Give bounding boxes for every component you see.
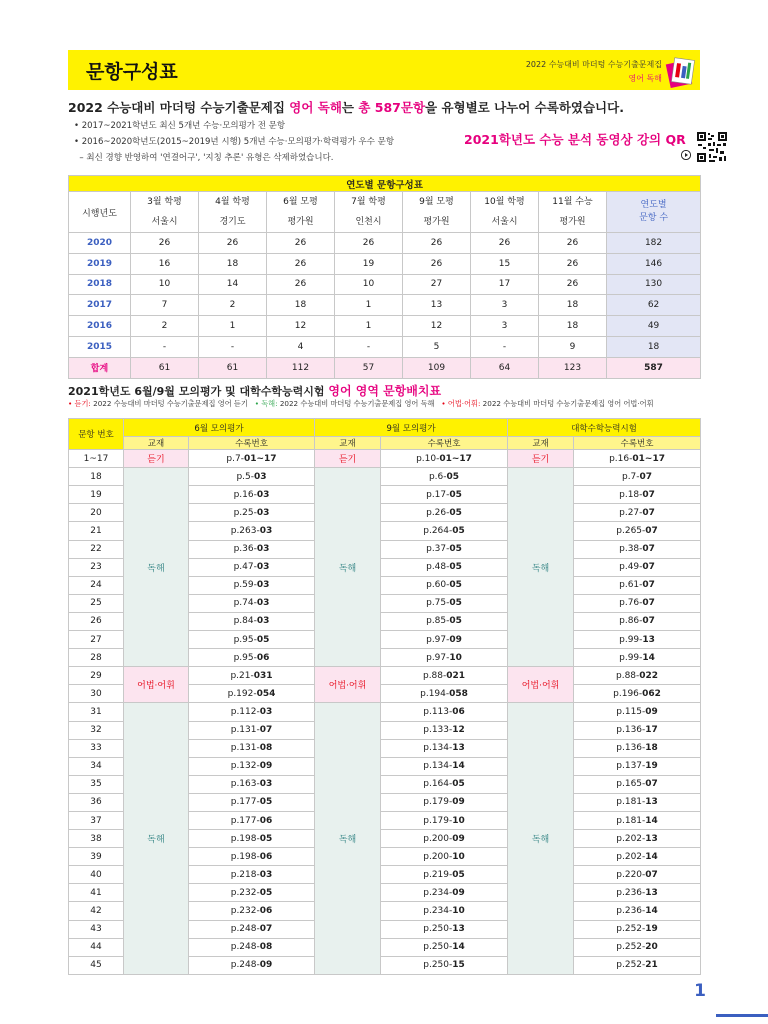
- exam-header: 대학수학능력시험: [508, 419, 701, 437]
- page-ref-cell: p.38-07: [574, 540, 701, 558]
- page-ref-cell: p.136-17: [574, 721, 701, 739]
- question-number-cell: 19: [69, 486, 124, 504]
- yearly-question-table: [68, 175, 701, 379]
- year-cell: 2015: [69, 336, 131, 357]
- intro-text: [68, 98, 624, 116]
- page-ref-cell: p.165-07: [574, 775, 701, 793]
- question-number-cell: 32: [69, 721, 124, 739]
- page-ref-cell: p.179-09: [381, 793, 508, 811]
- book-type-cell: 듣기: [124, 450, 189, 468]
- count-cell: 26: [199, 233, 267, 254]
- intro-part5: 을 유형별로 나누어 수록하였습니다.: [425, 100, 624, 115]
- page-ref-cell: p.115-09: [574, 703, 701, 721]
- page-ref-cell: p.74-03: [189, 594, 315, 612]
- count-cell: 18: [267, 295, 335, 316]
- count-cell: 26: [131, 233, 199, 254]
- page-ref-cell: p.88-022: [574, 667, 701, 685]
- question-number-cell: 22: [69, 540, 124, 558]
- question-number-cell: 33: [69, 739, 124, 757]
- page-ref-cell: p.49-07: [574, 558, 701, 576]
- page-ref-cell: p.232-06: [189, 902, 315, 920]
- question-number-cell: 36: [69, 793, 124, 811]
- total-cell: 109: [403, 357, 471, 378]
- count-cell: 3: [471, 316, 539, 337]
- question-number-cell: 34: [69, 757, 124, 775]
- count-cell: 2: [131, 316, 199, 337]
- page-ref-cell: p.17-05: [381, 486, 508, 504]
- page-ref-cell: p.84-03: [189, 612, 315, 630]
- count-cell: 26: [267, 233, 335, 254]
- page-ref-cell: p.263-03: [189, 522, 315, 540]
- page-ref-cell: p.236-13: [574, 884, 701, 902]
- page-ref-cell: p.250-15: [381, 956, 508, 974]
- count-cell: 1: [199, 316, 267, 337]
- month-header: 3월 학평 서울시: [131, 192, 199, 233]
- question-number-cell: 29: [69, 667, 124, 685]
- page-ref-cell: p.97-10: [381, 649, 508, 667]
- count-cell: 26: [539, 274, 607, 295]
- year-sum-cell: 130: [607, 274, 701, 295]
- book-type-cell: 듣기: [315, 450, 381, 468]
- bullet-item: – 최신 경향 반영하여 '연결어구', '지칭 추론' 유형은 삭제하였습니다.: [74, 153, 334, 163]
- page-ref-cell: p.202-13: [574, 830, 701, 848]
- legend-grammar-text: 2022 수능대비 마더텅 수능기출문제집 영어 어법·어휘: [482, 399, 654, 408]
- placement-section-title: [68, 382, 441, 399]
- page-ref-cell: p.265-07: [574, 522, 701, 540]
- exam-header: 6월 모의평가: [124, 419, 315, 437]
- count-cell: 17: [471, 274, 539, 295]
- page-ref-cell: p.37-05: [381, 540, 508, 558]
- bullet-item: • 2016~2020학년도(2015~2019년 시행) 5개년 수능·모의평가·학력평가 우수 문항: [74, 137, 395, 147]
- page-ref-cell: p.252-20: [574, 938, 701, 956]
- page-ref-cell: p.181-13: [574, 793, 701, 811]
- year-cell: 2020: [69, 233, 131, 254]
- book-type-cell: 독해: [124, 703, 189, 974]
- question-number-cell: 21: [69, 522, 124, 540]
- year-cell: 2018: [69, 274, 131, 295]
- page-ref-cell: p.7-07: [574, 468, 701, 486]
- page-ref-cell: p.177-06: [189, 811, 315, 829]
- page-ref-cell: p.48-05: [381, 558, 508, 576]
- question-number-cell: 31: [69, 703, 124, 721]
- year-column-header: 시행년도: [69, 192, 131, 233]
- page-ref-cell: p.133-12: [381, 721, 508, 739]
- legend-listen-label: • 듣기:: [68, 399, 94, 408]
- year-cell: 2019: [69, 253, 131, 274]
- count-cell: -: [335, 336, 403, 357]
- page-ref-cell: p.5-03: [189, 468, 315, 486]
- page-ref-cell: p.97-09: [381, 631, 508, 649]
- count-cell: -: [471, 336, 539, 357]
- page-ref-cell: p.59-03: [189, 576, 315, 594]
- page-ref-cell: p.95-06: [189, 649, 315, 667]
- book-subheader: 교재: [508, 437, 574, 450]
- page-ref-cell: p.131-07: [189, 721, 315, 739]
- page-ref-cell: p.131-08: [189, 739, 315, 757]
- page-title: 문항구성표: [86, 61, 178, 83]
- page-ref-cell: p.99-14: [574, 649, 701, 667]
- count-cell: 26: [403, 233, 471, 254]
- question-number-cell: 42: [69, 902, 124, 920]
- placement-row: [69, 703, 701, 721]
- page-subheader: 수록번호: [574, 437, 701, 450]
- page-ref-cell: p.194-058: [381, 685, 508, 703]
- total-cell: 123: [539, 357, 607, 378]
- legend-grammar-label: • 어법·어휘:: [441, 399, 483, 408]
- book-type-cell: 듣기: [508, 450, 574, 468]
- question-number-cell: 39: [69, 848, 124, 866]
- page-ref-cell: p.36-03: [189, 540, 315, 558]
- count-cell: 27: [403, 274, 471, 295]
- book-subheader: 교재: [124, 437, 189, 450]
- count-cell: 1: [335, 316, 403, 337]
- intro-book-name: 영어 독해: [289, 100, 342, 115]
- sum-column-header: 연도별 문항 수: [607, 192, 701, 233]
- year-cell: 2017: [69, 295, 131, 316]
- page-ref-cell: p.250-14: [381, 938, 508, 956]
- count-cell: 12: [403, 316, 471, 337]
- page-ref-cell: p.248-08: [189, 938, 315, 956]
- page-ref-cell: p.75-05: [381, 594, 508, 612]
- page-ref-cell: p.234-10: [381, 902, 508, 920]
- page-edge-rule: [716, 1014, 768, 1017]
- page-ref-cell: p.134-13: [381, 739, 508, 757]
- book-type-cell: 독해: [124, 468, 189, 667]
- legend-read-text: 2022 수능대비 마더텅 수능기출문제집 영어 독해: [279, 399, 435, 408]
- page-ref-cell: p.113-06: [381, 703, 508, 721]
- year-row: [69, 295, 701, 316]
- page-subheader: 수록번호: [189, 437, 315, 450]
- year-sum-cell: 146: [607, 253, 701, 274]
- page-ref-cell: p.252-21: [574, 956, 701, 974]
- page-ref-cell: p.250-13: [381, 920, 508, 938]
- page-subheader: 수록번호: [381, 437, 508, 450]
- exam-header: 9월 모의평가: [315, 419, 508, 437]
- bullet-item: • 2017~2021학년도 최신 5개년 수능·모의평가 전 문항: [74, 121, 286, 131]
- question-number-cell: 1~17: [69, 450, 124, 468]
- count-cell: 18: [199, 253, 267, 274]
- count-cell: 10: [131, 274, 199, 295]
- book-type-cell: 독해: [508, 468, 574, 667]
- book-subheader: 교재: [315, 437, 381, 450]
- count-cell: 10: [335, 274, 403, 295]
- total-label: 합계: [69, 357, 131, 378]
- header-sub-line2: 영어 독해: [628, 74, 662, 83]
- count-cell: 5: [403, 336, 471, 357]
- page-ref-cell: p.137-19: [574, 757, 701, 775]
- page-ref-cell: p.86-07: [574, 612, 701, 630]
- qr-label: 2021학년도 수능 분석 동영상 강의 QR: [464, 132, 686, 147]
- count-cell: 2: [199, 295, 267, 316]
- count-cell: 26: [471, 233, 539, 254]
- count-cell: 7: [131, 295, 199, 316]
- page-ref-cell: p.76-07: [574, 594, 701, 612]
- count-cell: 13: [403, 295, 471, 316]
- page-ref-cell: p.18-07: [574, 486, 701, 504]
- year-cell: 2016: [69, 316, 131, 337]
- year-row: [69, 253, 701, 274]
- yearly-table-title: 연도별 문항구성표: [69, 176, 701, 192]
- placement-row: [69, 667, 701, 685]
- page-ref-cell: p.136-18: [574, 739, 701, 757]
- page-ref-cell: p.47-03: [189, 558, 315, 576]
- question-number-cell: 38: [69, 830, 124, 848]
- qnum-header: 문항 번호: [69, 419, 124, 450]
- question-number-cell: 27: [69, 631, 124, 649]
- page-ref-cell: p.218-03: [189, 866, 315, 884]
- page-ref-cell: p.177-05: [189, 793, 315, 811]
- count-cell: 26: [267, 253, 335, 274]
- total-cell: 64: [471, 357, 539, 378]
- page-ref-cell: p.192-054: [189, 685, 315, 703]
- question-number-cell: 40: [69, 866, 124, 884]
- question-number-cell: 25: [69, 594, 124, 612]
- month-header: 11월 수능 평가원: [539, 192, 607, 233]
- question-number-cell: 30: [69, 685, 124, 703]
- page-ref-cell: p.7-01~17: [189, 450, 315, 468]
- total-cell: 61: [199, 357, 267, 378]
- page-ref-cell: p.220-07: [574, 866, 701, 884]
- grand-total-cell: 587: [607, 357, 701, 378]
- legend-listen-text: 2022 수능대비 마더텅 수능기출문제집 영어 듣기: [93, 399, 248, 408]
- book-type-cell: 독해: [508, 703, 574, 974]
- page-ref-cell: p.232-05: [189, 884, 315, 902]
- page-ref-cell: p.200-09: [381, 830, 508, 848]
- book-legend: [68, 399, 654, 409]
- count-cell: 26: [335, 233, 403, 254]
- question-number-cell: 28: [69, 649, 124, 667]
- count-cell: 4: [267, 336, 335, 357]
- question-number-cell: 20: [69, 504, 124, 522]
- page-ref-cell: p.264-05: [381, 522, 508, 540]
- question-number-cell: 23: [69, 558, 124, 576]
- month-header: 9월 모평 평가원: [403, 192, 471, 233]
- question-number-cell: 24: [69, 576, 124, 594]
- count-cell: -: [131, 336, 199, 357]
- month-header: 7월 학평 인천시: [335, 192, 403, 233]
- count-cell: 9: [539, 336, 607, 357]
- intro-part1: 2022 수능대비 마더텅 수능기출문제집: [68, 100, 290, 115]
- year-row: [69, 233, 701, 254]
- header-subtitle: [526, 58, 662, 86]
- book-type-cell: 독해: [315, 468, 381, 667]
- page-ref-cell: p.252-19: [574, 920, 701, 938]
- page-ref-cell: p.16-01~17: [574, 450, 701, 468]
- page-ref-cell: p.200-10: [381, 848, 508, 866]
- page-ref-cell: p.198-05: [189, 830, 315, 848]
- question-number-cell: 26: [69, 612, 124, 630]
- intro-part3: 는: [341, 100, 359, 115]
- header-band: [68, 50, 700, 90]
- year-sum-cell: 182: [607, 233, 701, 254]
- count-cell: 26: [539, 253, 607, 274]
- question-number-cell: 37: [69, 811, 124, 829]
- bullet-list: [74, 118, 394, 166]
- count-cell: 1: [335, 295, 403, 316]
- count-cell: 12: [267, 316, 335, 337]
- page-ref-cell: p.164-05: [381, 775, 508, 793]
- month-header: 4월 학평 경기도: [199, 192, 267, 233]
- page-ref-cell: p.234-09: [381, 884, 508, 902]
- page-ref-cell: p.236-14: [574, 902, 701, 920]
- page-ref-cell: p.181-14: [574, 811, 701, 829]
- page-ref-cell: p.99-13: [574, 631, 701, 649]
- book-type-cell: 어법·어휘: [508, 667, 574, 703]
- total-cell: 57: [335, 357, 403, 378]
- year-sum-cell: 62: [607, 295, 701, 316]
- qr-code-icon[interactable]: [696, 131, 728, 163]
- page-ref-cell: p.163-03: [189, 775, 315, 793]
- book-type-cell: 독해: [315, 703, 381, 974]
- page-ref-cell: p.60-05: [381, 576, 508, 594]
- page-number: 1: [694, 981, 706, 1001]
- page-ref-cell: p.16-03: [189, 486, 315, 504]
- book-type-cell: 어법·어휘: [124, 667, 189, 703]
- year-sum-cell: 49: [607, 316, 701, 337]
- question-number-cell: 35: [69, 775, 124, 793]
- page-ref-cell: p.112-03: [189, 703, 315, 721]
- count-cell: 3: [471, 295, 539, 316]
- count-cell: 19: [335, 253, 403, 274]
- page-ref-cell: p.202-14: [574, 848, 701, 866]
- page-ref-cell: p.134-14: [381, 757, 508, 775]
- page-ref-cell: p.25-03: [189, 504, 315, 522]
- count-cell: 26: [539, 233, 607, 254]
- page-ref-cell: p.196-062: [574, 685, 701, 703]
- page-ref-cell: p.21-031: [189, 667, 315, 685]
- placement-title-part1: 2021학년도 6월/9월 모의평가 및 대학수학능력시험: [68, 385, 329, 398]
- page-ref-cell: p.248-09: [189, 956, 315, 974]
- count-cell: 16: [131, 253, 199, 274]
- count-cell: 18: [539, 316, 607, 337]
- total-cell: 61: [131, 357, 199, 378]
- book-cover-icon: [664, 54, 698, 88]
- placement-title-part2: 영어 영역 문항배치표: [328, 384, 442, 398]
- question-number-cell: 18: [69, 468, 124, 486]
- count-cell: 26: [403, 253, 471, 274]
- placement-row: [69, 450, 701, 468]
- question-placement-table: [68, 418, 701, 975]
- year-sum-cell: 18: [607, 336, 701, 357]
- year-row: [69, 316, 701, 337]
- page-ref-cell: p.27-07: [574, 504, 701, 522]
- page-ref-cell: p.179-10: [381, 811, 508, 829]
- intro-total-count: 총 587문항: [358, 100, 426, 115]
- question-number-cell: 45: [69, 956, 124, 974]
- total-cell: 112: [267, 357, 335, 378]
- year-row: [69, 336, 701, 357]
- page-ref-cell: p.61-07: [574, 576, 701, 594]
- question-number-cell: 44: [69, 938, 124, 956]
- month-header: 6월 모평 평가원: [267, 192, 335, 233]
- page-ref-cell: p.26-05: [381, 504, 508, 522]
- page-ref-cell: p.132-09: [189, 757, 315, 775]
- month-header: 10월 학평 서울시: [471, 192, 539, 233]
- count-cell: -: [199, 336, 267, 357]
- count-cell: 15: [471, 253, 539, 274]
- page-ref-cell: p.198-06: [189, 848, 315, 866]
- count-cell: 18: [539, 295, 607, 316]
- count-cell: 14: [199, 274, 267, 295]
- page-ref-cell: p.88-021: [381, 667, 508, 685]
- question-number-cell: 41: [69, 884, 124, 902]
- page-ref-cell: p.10-01~17: [381, 450, 508, 468]
- page-ref-cell: p.219-05: [381, 866, 508, 884]
- book-type-cell: 어법·어휘: [315, 667, 381, 703]
- page-ref-cell: p.85-05: [381, 612, 508, 630]
- page-ref-cell: p.6-05: [381, 468, 508, 486]
- page-ref-cell: p.95-05: [189, 631, 315, 649]
- placement-row: [69, 468, 701, 486]
- year-row: [69, 274, 701, 295]
- total-row: [69, 357, 701, 378]
- header-sub-line1: 2022 수능대비 마더텅 수능기출문제집: [525, 60, 662, 69]
- page-ref-cell: p.248-07: [189, 920, 315, 938]
- legend-read-label: • 독해:: [254, 399, 280, 408]
- count-cell: 26: [267, 274, 335, 295]
- play-icon[interactable]: [681, 150, 691, 160]
- question-number-cell: 43: [69, 920, 124, 938]
